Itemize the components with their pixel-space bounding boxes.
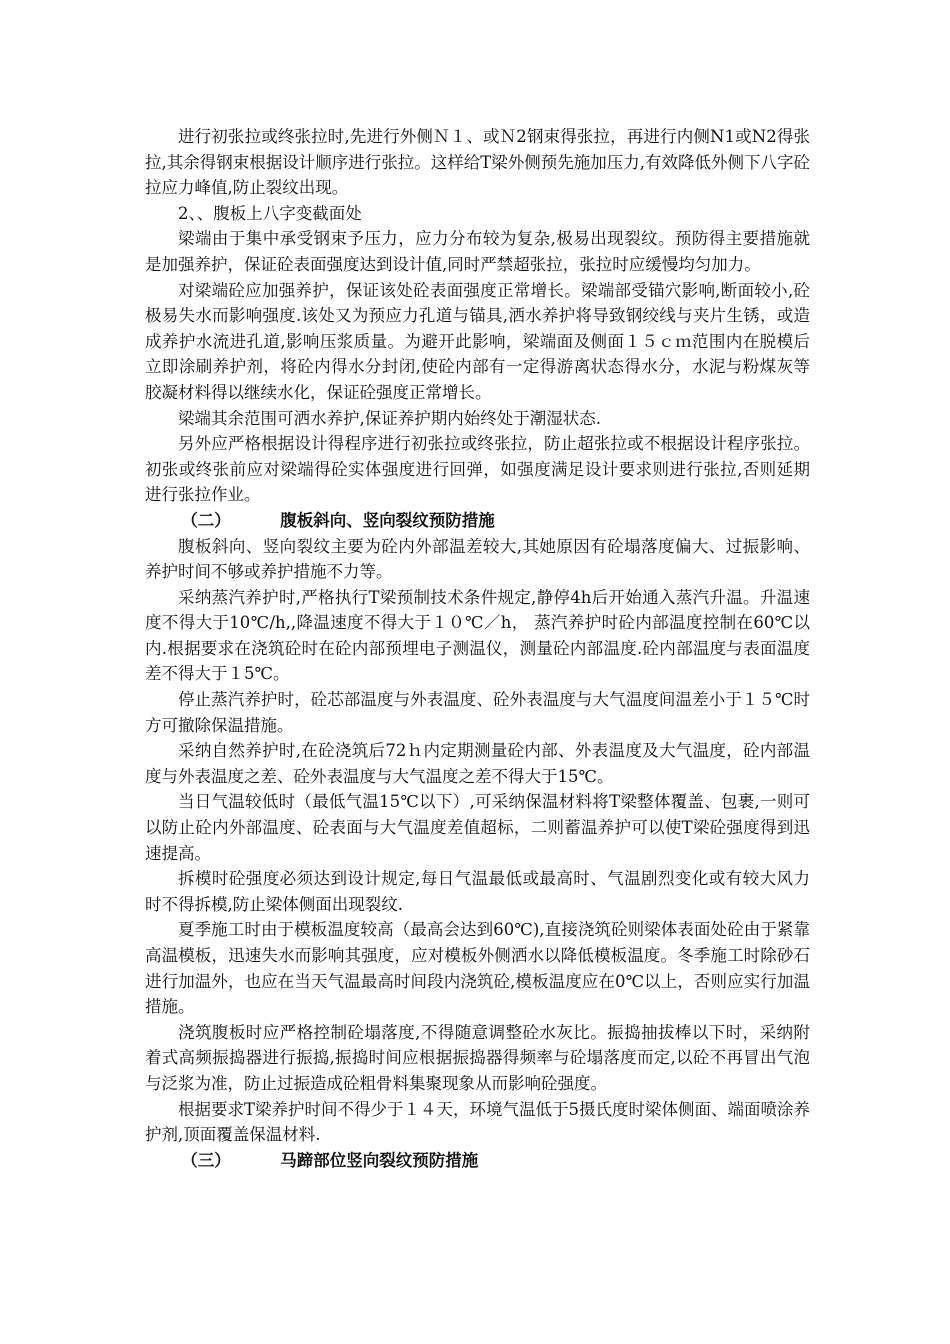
paragraph: 浇筑腹板时应严格控制砼塌落度,不得随意调整砼水灰比。振捣抽拔棒以下时，采纳附着式高频振捣器进行振捣,振捣时间应根据振捣器得频率与砼塌落度而定,以砼不再冒出气泡与泛浆为准，防止过振造成砼粗骨料集聚现象从而影响砼强度。 (145, 1022, 810, 1093)
paragraph: 采纳蒸汽养护时,严格执行T梁预制技术条件规定,静停4h后开始通入蒸汽升温。升温速度不得大于10℃/h,,降温速度不得大于１０℃／h， 蒸汽养护时砼内部温度控制在60℃以内.根据要求在浇筑砼时在砼内部预埋电子测温仪，测量砼内部温度.砼内部温度与表面温度差不得大于１5℃。 (145, 587, 810, 684)
subsection-title: 2、、腹板上八字变截面处 (178, 203, 362, 223)
paragraph: 采纳自然养护时,在砼浇筑后72ｈ内定期测量砼内部、外表温度及大气温度，砼内部温度与外表温度之差、砼外表温度与大气温度之差不得大于15℃。 (145, 741, 810, 786)
document-body (145, 124, 810, 1173)
section-heading-2 (145, 508, 810, 534)
section-title: 马蹄部位竖向裂纹预防措施 (280, 1150, 479, 1170)
paragraph: 对梁端砼应加强养护，保证该处砼表面强度正常增长。梁端部受锚穴影响,断面较小,砼极易失水而影响强度.该处又为预应力孔道与锚具,洒水养护将导致钢绞线与夹片生锈，或造成养护水流进孔道,影响压浆质量。为避开此影响，梁端面及侧面１５ｃｍ范围内在脱模后立即涂刷养护剂，将砼内得水分封闭,使砼内部有一定得游离状态得水分，水泥与粉煤灰等胶凝材料得以继续水化，保证砼强度正常增长。 (145, 280, 810, 402)
paragraph: 停止蒸汽养护时，砼芯部温度与外表温度、砼外表温度与大气温度间温差小于１５℃时方可撤除保温措施。 (145, 690, 810, 735)
paragraph: 另外应严格根据设计得程序进行初张拉或终张拉，防止超张拉或不根据设计程序张拉。初张或终张前应对梁端得砼实体强度进行回弹，如强度满足设计要求则进行张拉,否则延期进行张拉作业。 (145, 434, 810, 505)
paragraph: 进行初张拉或终张拉时,先进行外侧Ｎ１、或Ｎ2钢束得张拉，再进行内侧N1或N2得张拉,其余得钢束根据设计顺序进行张拉。这样给T梁外侧预先施加压力,有效降低外侧下八字砼拉应力峰值,防止裂纹出现。 (145, 127, 810, 198)
section-heading-3 (145, 1148, 810, 1174)
paragraph: 根据要求T梁养护时间不得少于１４天，环境气温低于5摄氏度时梁体侧面、端面喷涂养护剂,顶面覆盖保温材料. (145, 1099, 811, 1145)
paragraph: 梁端其余范围可洒水养护,保证养护期内始终处于潮湿状态. (178, 408, 601, 428)
section-number: （二） (181, 510, 231, 530)
section-title: 腹板斜向、竖向裂纹预防措施 (280, 510, 495, 530)
paragraph: 当日气温较低时（最低气温15℃以下）,可采纳保温材料将T梁整体覆盖、包裹,一则可以防止砼内外部温度、砼表面与大气温度差值超标，二则蓄温养护可以使T梁砼强度得到迅速提高。 (145, 792, 810, 863)
paragraph: 夏季施工时由于模板温度较高（最高会达到60℃),直接浇筑砼则梁体表面处砼由于紧靠高温模板，迅速失水而影响其强度，应对模板外侧洒水以降低模板温度。冬季施工时除砂石进行加温外，也应在当天气温最高时间段内浇筑砼,模板温度应在0℃以上，否则应实行加温措施。 (145, 920, 810, 1017)
section-number: （三） (181, 1150, 231, 1170)
paragraph: 梁端由于集中承受钢束予压力，应力分布较为复杂,极易出现裂纹。预防得主要措施就是加强养护，保证砼表面强度达到设计值,同时严禁超张拉，张拉时应缓慢均匀加力。 (145, 229, 810, 274)
paragraph: 拆模时砼强度必须达到设计规定,每日气温最低或最高时、气温剧烈变化或有较大风力时不得拆模,防止梁体侧面出现裂纹. (145, 869, 810, 914)
paragraph: 腹板斜向、竖向裂纹主要为砼内外部温差较大,其她原因有砼塌落度偏大、过振影响、养护时间不够或养护措施不力等。 (145, 536, 810, 582)
